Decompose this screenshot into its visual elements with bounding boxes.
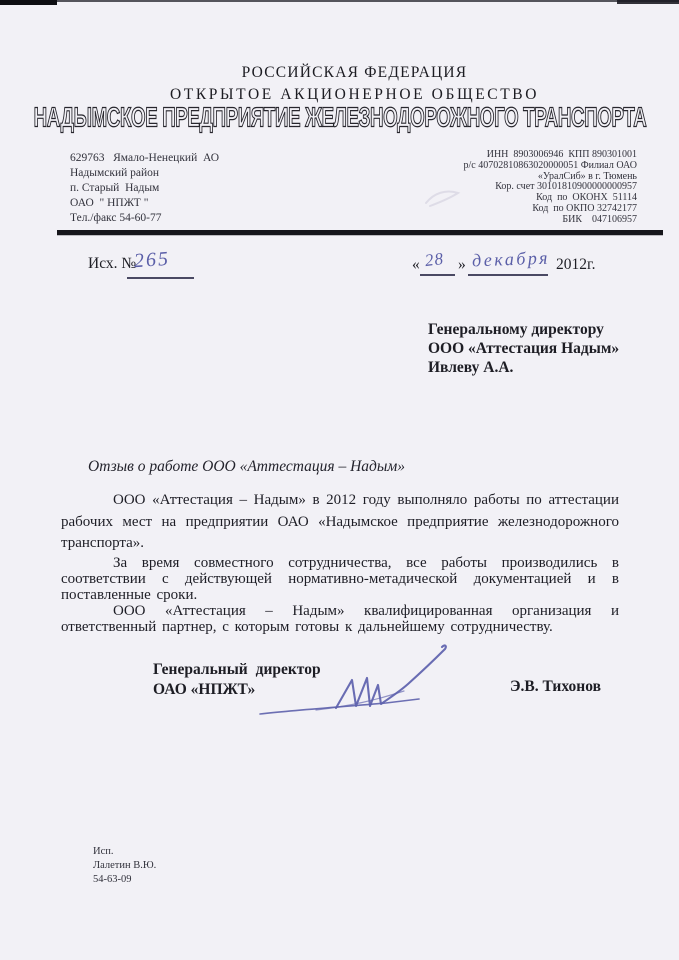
date-close-quote: » — [458, 256, 466, 273]
signature-stroke — [256, 638, 456, 730]
outgoing-number-underline — [127, 277, 194, 279]
requisites-line: р/с 40702810863020000051 Филиал ОАО — [463, 159, 637, 171]
executor-label: Исп. — [93, 846, 114, 857]
date-year: 2012г. — [556, 256, 596, 273]
subject-line: Отзыв о работе ООО «Аттестация – Надым» — [88, 458, 406, 475]
pencil-check-mark — [418, 183, 473, 215]
sender-address-line: Надымский район — [70, 167, 160, 179]
signer-name: Э.В. Тихонов — [510, 678, 601, 695]
executor-name: Лалетин В.Ю. — [93, 860, 157, 871]
scan-artifact-top-left — [0, 0, 57, 5]
sender-address-line: ОАО " НПЖТ " — [70, 197, 149, 209]
letterhead-country: РОССИЙСКАЯ ФЕДЕРАЦИЯ — [241, 64, 468, 81]
letterhead-org-name: НАДЫМСКОЕ ПРЕДПРИЯТИЕ ЖЕЛЕЗНОДОРОЖНОГО ТРАНСПОРТА — [33, 101, 646, 133]
date-open-quote: « — [412, 256, 420, 273]
sender-address-line: п. Старый Надым — [70, 182, 160, 194]
signer-position: Генеральный директор — [153, 661, 321, 678]
letterhead-divider-rule — [57, 230, 663, 235]
requisites-line: БИК 047106957 — [562, 213, 637, 225]
sender-address-line: 629763 Ямало-Ненецкий АО — [70, 152, 220, 164]
scan-artifact-top-right — [617, 0, 679, 4]
bank-requisites-block — [464, 150, 638, 226]
executor-phone: 54-63-09 — [93, 874, 132, 885]
body-paragraph: ООО «Аттестация – Надым» квалифицированная организация и ответственный партнер, с которым готовы к дальнейшему сотрудничеству. — [61, 602, 619, 635]
addressee-person: Ивлеву А.А. — [428, 359, 514, 376]
date-month-underline — [468, 274, 548, 276]
requisites-line: «УралСиб» в г. Тюмень — [537, 170, 637, 182]
executor-block — [93, 845, 156, 887]
date-day-handwritten: 28 — [423, 248, 446, 271]
letterhead-org-type: ОТКРЫТОЕ АКЦИОНЕРНОЕ ОБЩЕСТВО — [170, 86, 539, 103]
outgoing-number-value-handwritten: 265 — [133, 247, 171, 273]
date-day-underline — [420, 274, 455, 276]
body-paragraph: ООО «Аттестация – Надым» в 2012 году выполняло работы по аттестации рабочих мест на предприятии ОАО «Надымское предприятие железнодорожного транспорта». — [61, 492, 619, 551]
outgoing-number-label: Исх. № — [88, 255, 137, 272]
letter-body — [61, 490, 619, 635]
body-paragraph: За время совместного сотрудничества, все работы производились в соответствии с действующей нормативно-метадической документацией и в поставленные сроки. — [61, 554, 619, 603]
sender-address-line: Тел./факс 54-60-77 — [70, 212, 162, 224]
requisites-line: Кор. счет 30101810900000000957 — [495, 181, 637, 193]
addressee-position: Генеральному директору — [428, 321, 604, 338]
requisites-line: Код по ОКОНХ 51114 — [536, 192, 637, 204]
sender-address-block — [70, 151, 219, 226]
signer-organization: ОАО «НПЖТ» — [153, 681, 256, 698]
requisites-line: ИНН 8903006946 КПП 890301001 — [486, 149, 637, 160]
addressee-block — [428, 320, 619, 377]
requisites-line: Код по ОКПО 32742177 — [532, 202, 637, 214]
scan-artifact-top-edge — [0, 0, 679, 2]
addressee-company: ООО «Аттестация Надым» — [428, 340, 620, 357]
date-month-handwritten: декабря — [471, 247, 551, 271]
